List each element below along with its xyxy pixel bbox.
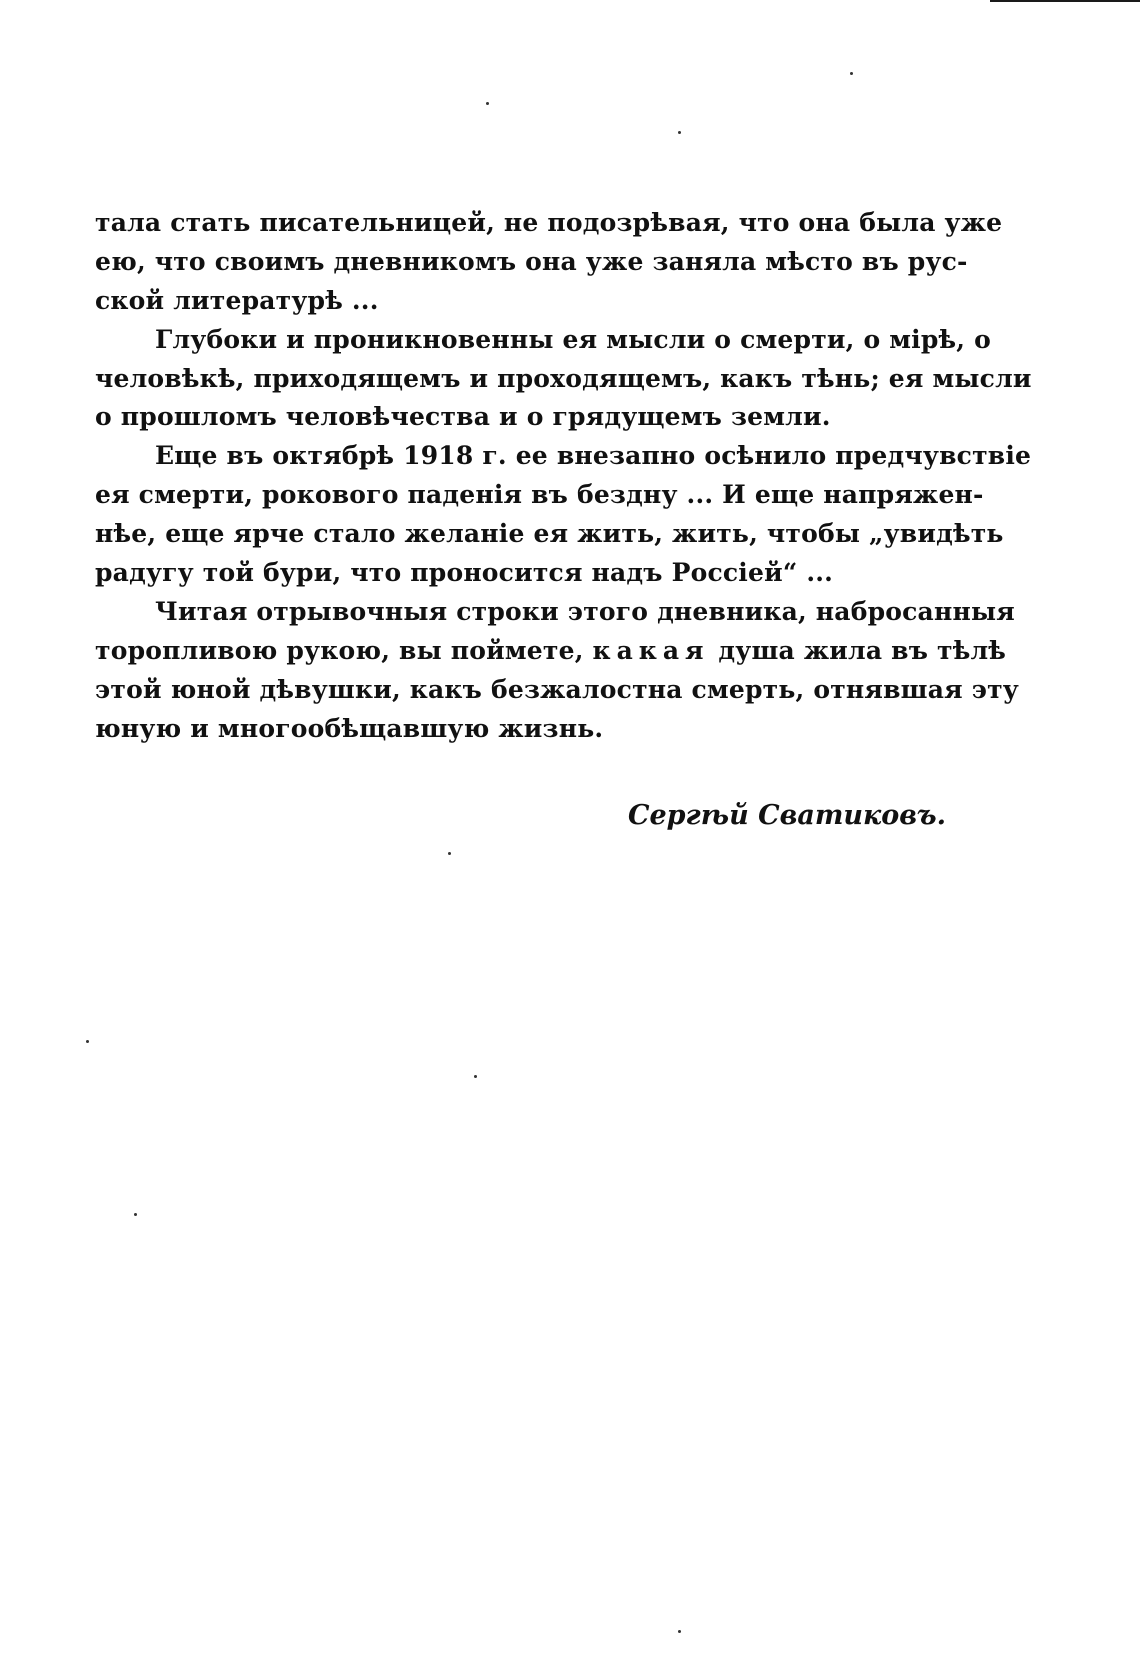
text-line-with-emphasis (95, 632, 1007, 671)
scan-speck (850, 72, 853, 75)
text-line: человѣкѣ, приходящемъ и проходящемъ, какъ тѣнь; ея мысли (95, 363, 1032, 393)
author-signature: Сергѣй Сватиковъ. (628, 800, 947, 831)
text-fragment: торопливою рукою, вы поймете, (95, 635, 584, 665)
text-line: радугу той бури, что проносится надъ Россіей“ ... (95, 558, 834, 588)
scan-speck (448, 852, 451, 855)
paragraph-start-line: Читая отрывочныя строки этого дневника, набросанныя (155, 596, 1015, 626)
scan-speck (86, 1040, 89, 1043)
body-text (95, 204, 1032, 748)
scan-speck (474, 1075, 477, 1078)
text-line: ской литературѣ ... (95, 285, 379, 315)
spaced-emphasis-word: какая (592, 635, 710, 665)
text-line: ею, что своимъ дневникомъ она уже заняла мѣсто въ рус- (95, 246, 968, 276)
paragraph-start-line: Еще въ октябрѣ 1918 г. ее внезапно осѣнило предчувствіе (155, 441, 1032, 471)
text-line: тала стать писательницей, не подозрѣвая, что она была уже (95, 208, 1003, 237)
text-line: этой юной дѣвушки, какъ безжалостна смерть, отнявшая эту (95, 674, 1020, 704)
scan-speck (678, 1630, 681, 1633)
text-line: нѣе, еще ярче стало желаніе ея жить, жить, чтобы „увидѣть (95, 519, 1004, 549)
scan-speck (134, 1213, 137, 1216)
top-rule (990, 0, 1140, 2)
paragraph-start-line: Глубоки и проникновенны ея мысли о смерти, о мірѣ, о (155, 324, 991, 354)
text-line: ея смерти, рокового паденія въ бездну ... И еще напряжен- (95, 480, 984, 510)
text-line: о прошломъ человѣчества и о грядущемъ земли. (95, 402, 831, 432)
text-line: юную и многообѣщавшую жизнь. (95, 713, 604, 743)
scan-speck (486, 102, 489, 105)
scan-speck (678, 131, 681, 134)
text-fragment: душа жила въ тѣлѣ (718, 635, 1007, 665)
